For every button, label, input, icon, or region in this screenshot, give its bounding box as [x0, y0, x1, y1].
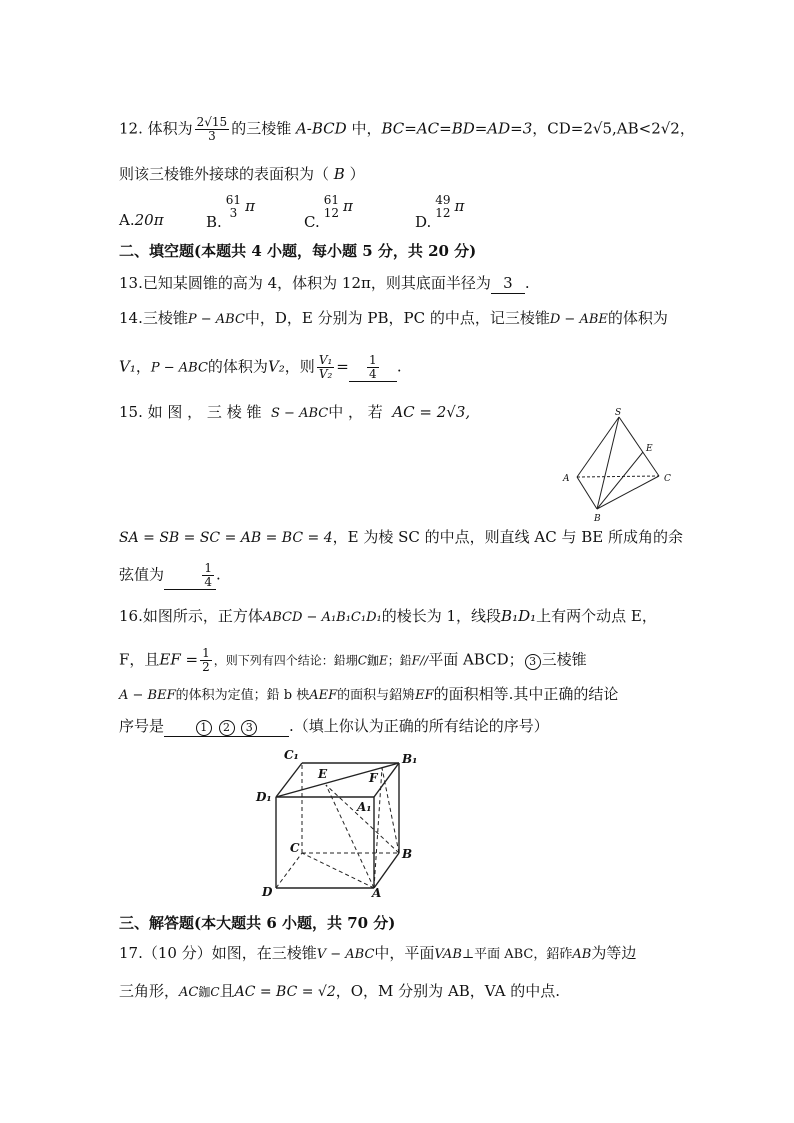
label-e: E [318, 767, 328, 781]
q16-line4: 序号是 1 2 3 .（填上你认为正确的所有结论的序号） [119, 717, 549, 735]
label-c: C [664, 474, 671, 484]
edge-a-b [374, 853, 399, 888]
q14-line2: V₁，P − ABC的体积为V₂，则 $\frac{\text{V₁}}{\text{V₂}}$ = $\frac{1}{4}$ . [119, 353, 402, 381]
q13-answer: 3 [491, 273, 525, 294]
circled-3: 3 [525, 654, 541, 670]
label-a1: A₁ [357, 800, 372, 814]
label-a: A [563, 474, 570, 484]
label-d: D [262, 885, 273, 897]
edge-ab [577, 477, 597, 509]
q15-answer: $\frac{1}{4}$ [164, 562, 216, 590]
q12-option-d: D. 49 12 π [415, 193, 465, 231]
q12-answer: B [333, 165, 345, 183]
label-b: B [594, 514, 601, 523]
segment-a-f [374, 768, 382, 888]
label-d1: D₁ [256, 790, 272, 804]
q16-line1: 16.如图所示，正方体ABCD − A₁B₁C₁D₁的棱长为 1，线段B₁D₁上有两个动点 E， [119, 607, 657, 625]
q14-answer: $\frac{1}{4}$ [349, 354, 397, 382]
q12-line1: 12. 体积为 $\frac{2√15}{3}$ 的三棱锥 A-BCD 中，BC=AC=BD=AD=3，CD=2√5,AB<2√2， [119, 115, 695, 143]
label-c1: C₁ [284, 748, 299, 762]
q16-line3: A − BEF的体积为定值；鉛 b 柍AEF的面积与鉊矪EF的面积相等.其中正确的结论 [119, 685, 619, 703]
segment-b-e [326, 785, 399, 853]
edge-a1-b1 [374, 763, 399, 797]
label-c: C [290, 841, 300, 855]
edge-d1-c1 [276, 763, 302, 797]
q12-volume-fraction: $\frac{2√15}{3}$ [196, 115, 228, 143]
label-f: F [369, 771, 378, 785]
q15-line1: 15. 如 图 ， 三 棱 锥 S − ABC中 ， 若 AC = 2√3, [119, 403, 471, 421]
label-a: A [372, 886, 382, 897]
edge-sc [619, 417, 659, 476]
edge-ac-dashed [577, 476, 659, 477]
segment-b1-d1 [276, 763, 399, 797]
q13: 13.已知某圆锥的高为 4，体积为 12π，则其底面半径为 3 . [119, 274, 530, 292]
label-b1: B₁ [402, 752, 418, 766]
q17-line1: 17.（10 分）如图，在三棱锥V − ABC中，平面VAB⊥平面 ABC，鉊砟AB为等边 [119, 944, 637, 962]
q15-figure [555, 405, 680, 523]
edge-sa [577, 417, 619, 477]
section-3-heading: 三、解答题(本大题共 6 小题，共 70 分) [119, 914, 396, 932]
q12-option-c: C. 61 12 π [304, 193, 353, 231]
edge-bc [597, 476, 659, 509]
segment-b-f [382, 768, 399, 853]
q16-answer: 1 2 3 [164, 716, 289, 737]
q15-line3: 弦值为 $\frac{1}{4}$ . [119, 561, 221, 589]
q17-line2: 三角形，AC鉫C且AC = BC = √2，O，M 分别为 AB，VA 的中点. [119, 982, 560, 1000]
segment-a-c [302, 853, 374, 888]
q16-cube-figure [254, 745, 424, 897]
q12-line2: 则该三棱锥外接球的表面积为（ B ） [119, 165, 365, 183]
section-2-heading: 二、填空题(本题共 4 小题，每小题 5 分，共 20 分) [119, 242, 477, 260]
q14-line1: 14.三棱锥P − ABC中，D，E 分别为 PB，PC 的中点，记三棱锥D − ABE的体积为 [119, 309, 668, 327]
label-b: B [402, 847, 413, 861]
label-s: S [615, 408, 622, 418]
label-e: E [646, 444, 653, 454]
q12-option-b: B. 61 3 π [206, 193, 255, 231]
q16-line2: F，且EF = $\frac{1}{2}$ ，则下列有四个结论：鉛堋C鉫E；鉛F//平面 ABCD； 3 三棱锥 [119, 646, 587, 674]
q15-line2: SA = SB = SC = AB = BC = 4，E 为棱 SC 的中点，则直线 AC 与 BE 所成角的余 [119, 528, 683, 546]
q14-ratio: $\frac{\text{V₁}}{\text{V₂}}$ [318, 353, 333, 381]
edge-d-c [276, 853, 302, 888]
q12-option-a: A.20π [119, 211, 164, 229]
